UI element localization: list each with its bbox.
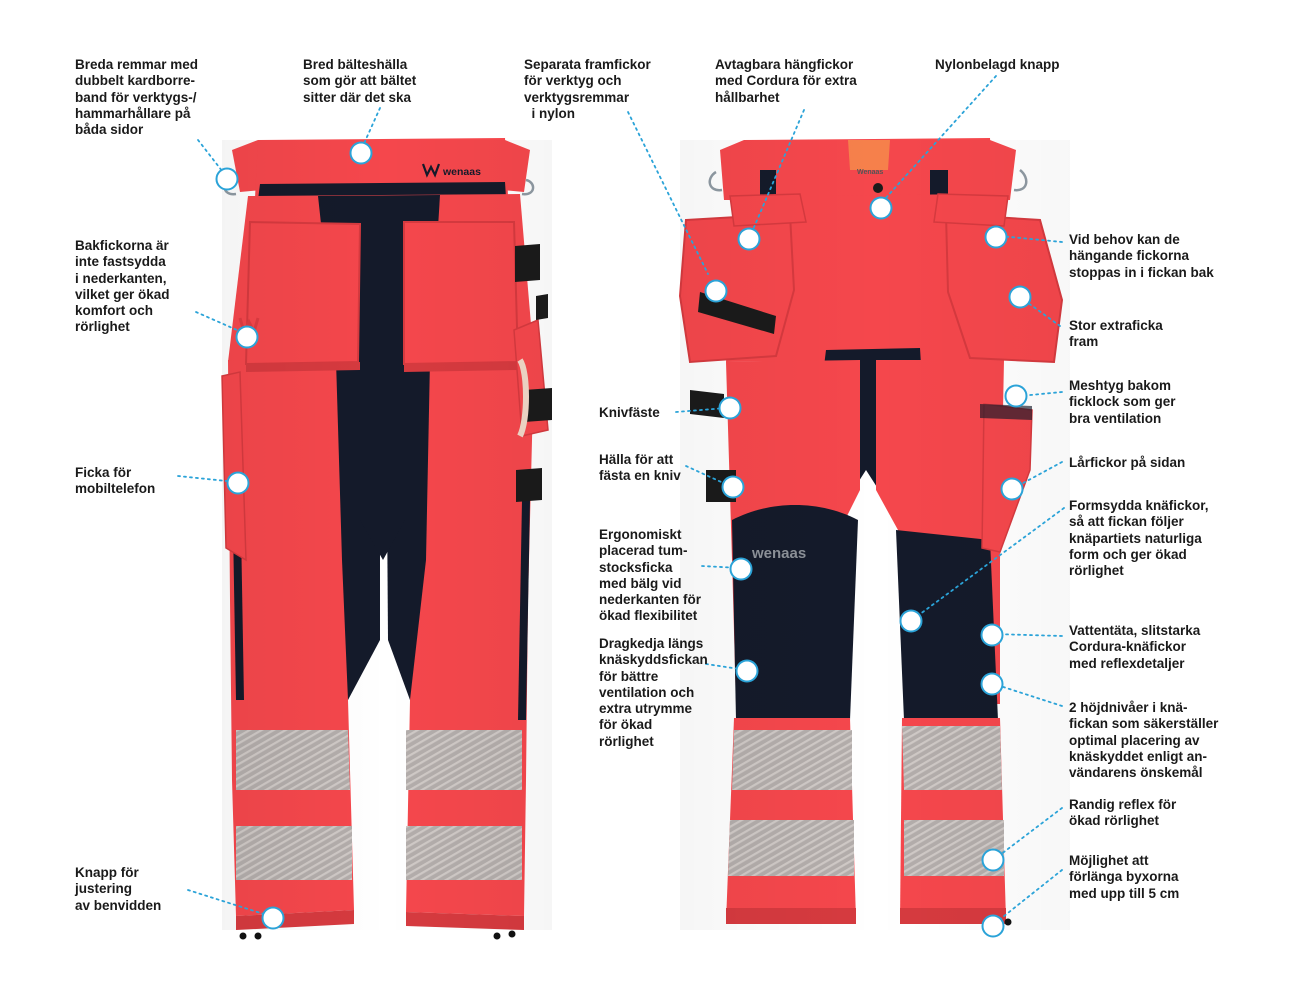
label-back-pockets: Bakfickorna är inte fastsydda i nederkanten, vilket ger ökad komfort och rörlighet xyxy=(75,238,170,335)
marker-zip[interactable] xyxy=(737,661,758,682)
label-nylon-button: Nylonbelagd knapp xyxy=(935,57,1060,72)
marker-cordura[interactable] xyxy=(982,625,1003,646)
marker-knife-attach[interactable] xyxy=(720,398,741,419)
label-width-button: Knapp för justering av benvidden xyxy=(75,865,162,913)
label-extend-length: Möjlighet att förlänga byxorna med upp till 5 cm xyxy=(1069,853,1180,901)
label-holster-pockets: Avtagbara hängfickor med Cordura för extra hållbarhet xyxy=(715,57,857,105)
front-waist-text: Wenaas xyxy=(857,169,884,176)
pants-back-view xyxy=(222,138,552,940)
label-belt-loop: Bred bälteshälla som gör att bältet sitter där det ska xyxy=(303,57,417,105)
label-cordura-knee: Vattentäta, slitstarka Cordura-knäfickor med reflexdetaljer xyxy=(1069,623,1201,671)
marker-holster[interactable] xyxy=(739,229,760,250)
marker-tuck[interactable] xyxy=(986,227,1007,248)
marker-striped[interactable] xyxy=(983,850,1004,871)
label-shaped-knee: Formsydda knäfickor, så att fickan följer knäpartiets naturliga form och ger ökad rörlighet xyxy=(1069,498,1209,579)
label-phone-pocket: Ficka för mobiltelefon xyxy=(75,465,156,497)
marker-front-pockets[interactable] xyxy=(706,281,727,302)
marker-ruler[interactable] xyxy=(731,559,752,580)
marker-extend[interactable] xyxy=(983,916,1004,937)
marker-knife-loop[interactable] xyxy=(723,477,744,498)
pants-front-view xyxy=(680,138,1070,930)
label-mesh: Meshtyg bakom ficklock som ger bra ventilation xyxy=(1069,378,1176,426)
marker-height[interactable] xyxy=(982,674,1003,695)
label-extra-pocket: Stor extraficka fram xyxy=(1069,318,1163,350)
label-thigh-pockets: Lårfickor på sidan xyxy=(1069,455,1186,470)
marker-extra-pocket[interactable] xyxy=(1010,287,1031,308)
label-knife-attachment: Knivfäste xyxy=(599,405,660,420)
label-height-levels: 2 höjdnivåer i knä- fickan som säkerställer optimal placering av knäskyddet enligt an- vändarens önskemål xyxy=(1069,700,1219,781)
knee-logo-text: wenaas xyxy=(752,545,807,562)
marker-phone-pocket[interactable] xyxy=(228,473,249,494)
marker-width-button[interactable] xyxy=(263,908,284,929)
marker-belt-loop[interactable] xyxy=(351,143,372,164)
back-logo-text: wenaas xyxy=(443,166,481,178)
label-front-pockets: Separata framfickor för verktyg och verktygsremmar i nylon xyxy=(524,57,651,121)
marker-back-pockets[interactable] xyxy=(237,327,258,348)
label-wide-straps: Breda remmar med dubbelt kardborre- band för verktygs-/ hammarhållare på båda sidor xyxy=(75,57,199,138)
marker-nylon-button[interactable] xyxy=(871,198,892,219)
marker-thigh[interactable] xyxy=(1002,479,1023,500)
label-knife-loop: Hälla för att fästa en kniv xyxy=(599,452,681,484)
marker-shaped-knee[interactable] xyxy=(901,611,922,632)
marker-wide-straps[interactable] xyxy=(217,169,238,190)
marker-mesh[interactable] xyxy=(1006,386,1027,407)
label-striped-reflex: Randig reflex för ökad rörlighet xyxy=(1069,797,1177,829)
label-ruler-pocket: Ergonomiskt placerad tum- stocksficka med bälg vid nederkanten för ökad flexibilitet xyxy=(599,527,702,624)
label-zip-knee: Dragkedja längs knäskyddsfickan för bättre ventilation och extra utrymme för ökad rörlighet xyxy=(599,636,708,749)
label-tuck-pockets: Vid behov kan de hängande fickorna stoppas in i fickan bak xyxy=(1069,232,1214,280)
